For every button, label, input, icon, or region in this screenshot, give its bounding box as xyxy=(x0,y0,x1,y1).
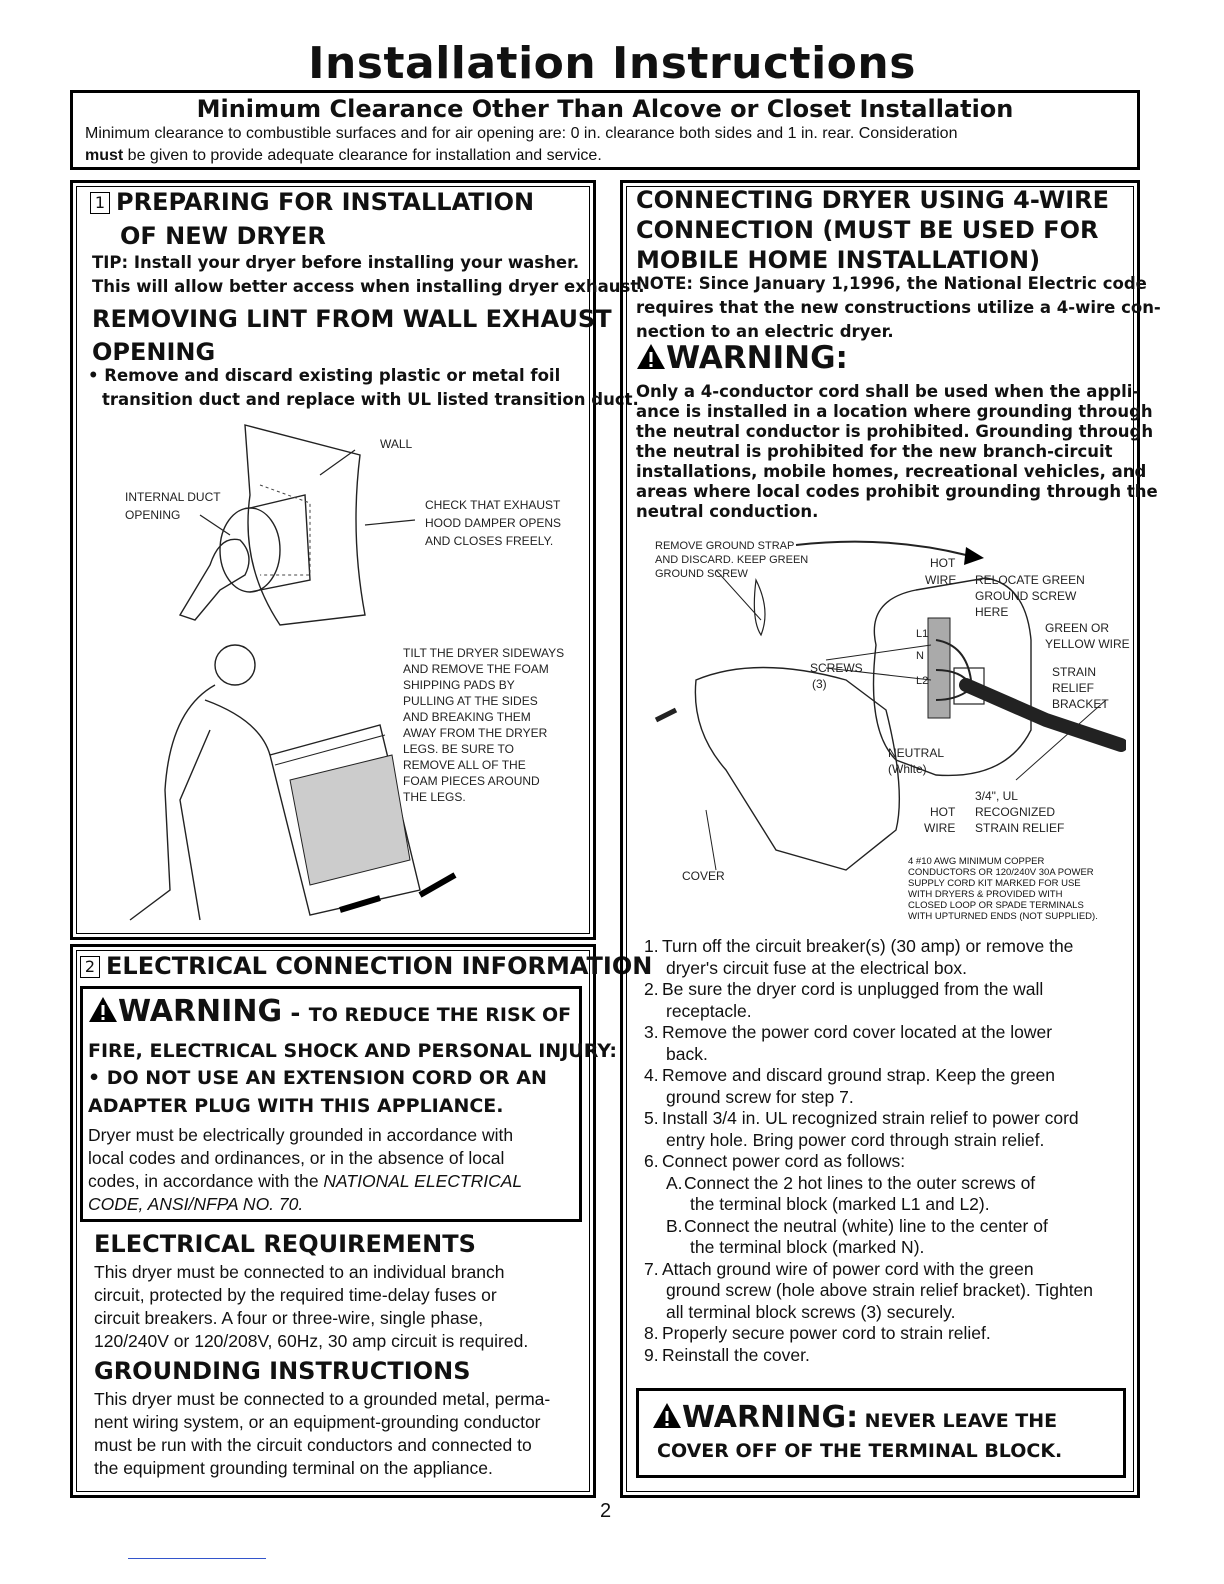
fig3-relocate-3: HERE xyxy=(975,605,1009,619)
section2-warning-body3-text: codes, in accordance with the xyxy=(88,1171,324,1191)
section3-warning-title xyxy=(636,340,848,376)
fig1-wall-label: WALL xyxy=(380,437,413,451)
section2-warning-word: WARNING xyxy=(118,994,283,1029)
final-warning-word: WARNING: xyxy=(682,1400,859,1435)
fig2-line: TILT THE DRYER SIDEWAYS xyxy=(403,646,565,660)
section3-warning-line: the neutral conductor is prohibited. Grounding through xyxy=(636,422,1154,441)
electrical-requirements-text xyxy=(94,1261,528,1353)
step-item xyxy=(644,1065,1124,1087)
section3-warning-line: neutral conduction. xyxy=(636,502,819,521)
terminal-block xyxy=(928,618,950,718)
fig3-hot-wire-2: WIRE xyxy=(925,573,957,587)
page-number: 2 xyxy=(600,1500,612,1522)
fig3-remove-strap-3: GROUND SCREW xyxy=(655,568,748,580)
step-line: Connect power cord as follows: xyxy=(662,1151,906,1171)
cord-note-line: SUPPLY CORD KIT MARKED FOR USE xyxy=(908,878,1081,889)
clearance-box xyxy=(70,90,1140,170)
step-line: Properly secure power cord to strain relief. xyxy=(662,1323,991,1343)
warning-triangle-icon xyxy=(88,995,118,1023)
fig3-remove-strap-1: REMOVE GROUND STRAP xyxy=(655,540,795,552)
clearance-line2-rest: be given to provide adequate clearance for installation and service. xyxy=(123,147,602,164)
fig2-text xyxy=(403,645,564,805)
fig3-remove-strap-2: AND DISCARD. KEEP GREEN xyxy=(655,554,809,566)
step-continuation: ground screw (hole above strain relief bracket). Tighten xyxy=(666,1280,1094,1300)
fig2-line: REMOVE ALL OF THE xyxy=(403,758,526,772)
section3-heading-line2: CONNECTION (MUST BE USED FOR xyxy=(636,216,1099,244)
cord-note-line: CLOSED LOOP OR SPADE TERMINALS xyxy=(908,900,1084,911)
fig3-ul-1: 3/4", UL xyxy=(975,789,1018,803)
fig1-internal-duct-2: OPENING xyxy=(125,508,181,522)
section3-note-line2: requires that the new constructions utilize a 4-wire con- xyxy=(636,298,1161,317)
section3-heading-line1: CONNECTING DRYER USING 4-WIRE xyxy=(636,186,1110,214)
bottom-rule xyxy=(128,1558,266,1559)
fig3-relocate-1: RELOCATE GREEN xyxy=(975,573,1085,587)
substep-item xyxy=(644,1173,1124,1195)
fig3-hot2-2: WIRE xyxy=(924,821,956,835)
ground-line: This dryer must be connected to a grounded metal, perma- xyxy=(94,1389,551,1409)
fig3-cord-note xyxy=(908,856,1098,922)
req-line: This dryer must be connected to an individual branch xyxy=(94,1262,505,1282)
step-continuation: receptacle. xyxy=(666,1000,752,1021)
ground-line: nent wiring system, or an equipment-grounding conductor xyxy=(94,1412,541,1432)
section2-warning-dash: - xyxy=(282,999,309,1027)
section3-warning-word: WARNING: xyxy=(666,340,848,376)
substep-line: Connect the neutral (white) line to the center of xyxy=(684,1215,1048,1236)
fig3-l1: L1 xyxy=(916,628,929,640)
fig3-strain-2: RELIEF xyxy=(1052,681,1095,695)
step-continuation: back. xyxy=(666,1043,708,1064)
section2-heading xyxy=(80,950,652,982)
fig3-screws-2: (3) xyxy=(812,677,827,691)
fig3-neutral-1: NEUTRAL xyxy=(888,746,945,760)
section2-warning-line2: FIRE, ELECTRICAL SHOCK AND PERSONAL INJURY: xyxy=(88,1040,618,1062)
warning-triangle-icon xyxy=(652,1401,682,1429)
fig3-hot2-1: HOT xyxy=(930,805,956,819)
section2-warning-line4: ADAPTER PLUG WITH THIS APPLIANCE. xyxy=(88,1095,504,1117)
step-number: 9. xyxy=(644,1344,659,1365)
section3-warning-line: ance is installed in a location where grounding through xyxy=(636,402,1153,421)
step-number: 3. xyxy=(644,1022,659,1042)
step-item xyxy=(644,1323,1124,1345)
step-number: 1. xyxy=(644,936,659,956)
fig1-check-3: AND CLOSES FREELY. xyxy=(425,534,554,548)
section1-heading-line1: PREPARING FOR INSTALLATION xyxy=(116,188,535,216)
section3-warning-line: areas where local codes prohibit grounding through the xyxy=(636,482,1158,501)
section3-warning-text xyxy=(636,382,1158,522)
fig2-line: FOAM PIECES AROUND xyxy=(403,774,540,788)
substep-continuation: the terminal block (marked N). xyxy=(690,1237,925,1257)
clearance-line2 xyxy=(85,145,1125,167)
step-line: Remove and discard ground strap. Keep the green xyxy=(662,1065,1056,1085)
step-number: 5. xyxy=(644,1108,659,1128)
power-cord xyxy=(966,685,1121,745)
section2-heading-text: ELECTRICAL CONNECTION INFORMATION xyxy=(106,952,653,980)
fig2-line: AND REMOVE THE FOAM xyxy=(403,662,549,676)
fig3-ul-3: STRAIN RELIEF xyxy=(975,821,1065,835)
section2-warning-line3: • DO NOT USE AN EXTENSION CORD OR AN xyxy=(88,1067,547,1089)
final-warning-line2: COVER OFF OF THE TERMINAL BLOCK. xyxy=(657,1440,1063,1462)
section2-warning-body3 xyxy=(88,1170,522,1193)
section2-warning-rest: TO REDUCE THE RISK OF xyxy=(308,1004,572,1026)
hood-hidden xyxy=(260,485,310,575)
lint-heading-line1: REMOVING LINT FROM WALL EXHAUST xyxy=(92,305,612,333)
cord-note-line: WITH DRYERS & PROVIDED WITH xyxy=(908,889,1063,900)
fig3-neutral-2: (White) xyxy=(888,762,927,776)
section3-warning-line: Only a 4-conductor cord shall be used when the appli- xyxy=(636,382,1140,401)
substep-line: Connect the 2 hot lines to the outer screws of xyxy=(684,1172,1036,1193)
section1-tip-line1: TIP: Install your dryer before installing your washer. xyxy=(92,253,580,272)
clearance-must: must xyxy=(85,147,124,164)
section2-warning-body2: local codes and ordinances, or in the absence of local xyxy=(88,1148,505,1168)
step-item xyxy=(644,1259,1124,1281)
final-warning-rest: NEVER LEAVE THE xyxy=(858,1410,1058,1432)
req-line: circuit breakers. A four or three-wire, single phase, xyxy=(94,1308,484,1328)
clearance-line1: Minimum clearance to combustible surfaces and for air opening are: 0 in. clearance both sides and 1 in. rear. Consideration xyxy=(85,125,958,142)
fig3-cover: COVER xyxy=(682,869,725,883)
fig3-n: N xyxy=(916,650,924,662)
section1-number: 1 xyxy=(90,192,110,214)
fig3-l2: L2 xyxy=(916,675,929,687)
step-continuation: entry hole. Bring power cord through strain relief. xyxy=(666,1129,1045,1150)
electrical-requirements-heading: ELECTRICAL REQUIREMENTS xyxy=(94,1230,476,1258)
final-warning-title xyxy=(652,1400,1057,1435)
step-line: Turn off the circuit breaker(s) (30 amp) or remove the xyxy=(662,936,1074,956)
fig3-strain-1: STRAIN xyxy=(1052,665,1097,679)
req-line: 120/240V or 120/208V, 60Hz, 30 amp circuit is required. xyxy=(94,1331,529,1351)
grounding-text xyxy=(94,1388,550,1480)
section3-warning-line: installations, mobile homes, recreational vehicles, and xyxy=(636,462,1147,481)
ground-strap xyxy=(754,580,765,635)
lint-bullet-line1: • Remove and discard existing plastic or metal foil xyxy=(88,366,561,385)
step-item xyxy=(644,1151,1124,1173)
fig2-line: THE LEGS. xyxy=(403,790,466,804)
fig2-line: AND BREAKING THEM xyxy=(403,710,531,724)
section2-warning-body4: CODE, ANSI/NFPA NO. 70. xyxy=(88,1194,304,1214)
substep-continuation: the terminal block (marked L1 and L2). xyxy=(690,1194,990,1214)
step-item xyxy=(644,979,1124,1001)
section1-heading xyxy=(90,186,534,218)
step-number: 6. xyxy=(644,1151,659,1171)
fig1-check-2: HOOD DAMPER OPENS xyxy=(425,516,562,530)
section2-number: 2 xyxy=(80,956,100,978)
fig2-line: LEGS. BE SURE TO xyxy=(403,742,514,756)
warning-triangle-icon xyxy=(636,342,666,370)
section3-note-line3: nection to an electric dryer. xyxy=(636,322,894,341)
substep-letter: B. xyxy=(666,1215,683,1236)
step-number: 2. xyxy=(644,979,659,999)
section3-note-line1: NOTE: Since January 1,1996, the National Electric code xyxy=(636,274,1147,293)
section1-tip-line2: This will allow better access when installing dryer exhaust. xyxy=(92,277,645,296)
substep-letter: A. xyxy=(666,1172,683,1193)
step-line: Install 3/4 in. UL recognized strain relief to power cord xyxy=(662,1108,1079,1128)
clearance-heading: Minimum Clearance Other Than Alcove or Closet Installation xyxy=(196,95,1014,123)
cord-note-line: CONDUCTORS OR 120/240V 30A POWER xyxy=(908,867,1094,878)
fig3-strain-3: BRACKET xyxy=(1052,697,1109,711)
cord-note-line: WITH UPTURNED ENDS (NOT SUPPLIED). xyxy=(908,911,1098,922)
step-item xyxy=(644,1108,1124,1130)
install-steps xyxy=(644,936,1124,1366)
cover-plate xyxy=(695,668,899,871)
fig3-hot-wire-1: HOT xyxy=(930,556,956,570)
lint-heading-line2: OPENING xyxy=(92,338,216,366)
step-number: 4. xyxy=(644,1065,659,1085)
relocate-arrow xyxy=(796,542,966,555)
fig3-relocate-2: GROUND SCREW xyxy=(975,589,1077,603)
lint-bullet-line2: transition duct and replace with UL listed transition duct. xyxy=(102,390,639,409)
page-title: Installation Instructions xyxy=(308,38,916,89)
section2-warning-body1: Dryer must be electrically grounded in accordance with xyxy=(88,1125,514,1145)
fig2-line: SHIPPING PADS BY xyxy=(403,678,515,692)
fig1-check-1: CHECK THAT EXHAUST xyxy=(425,498,561,512)
fig3-green-2: YELLOW WIRE xyxy=(1045,637,1130,651)
cord-note-line: 4 #10 AWG MINIMUM COPPER xyxy=(908,856,1045,867)
step-item xyxy=(644,1345,1124,1367)
substep-item xyxy=(644,1216,1124,1238)
step-line: Be sure the dryer cord is unplugged from the wall xyxy=(662,979,1044,999)
glove-hand xyxy=(180,539,249,620)
step-line: Reinstall the cover. xyxy=(662,1344,810,1365)
ground-line: must be run with the circuit conductors and connected to xyxy=(94,1435,532,1455)
section2-warning-body3-italic: NATIONAL ELECTRICAL xyxy=(323,1171,523,1191)
fig3-screws-1: SCREWS xyxy=(810,661,863,675)
section3-warning-line: the neutral is prohibited for the new branch-circuit xyxy=(636,442,1113,461)
fig1-internal-duct-1: INTERNAL DUCT xyxy=(125,490,221,504)
section2-warning-title xyxy=(88,994,571,1029)
step-number: 7. xyxy=(644,1258,659,1279)
person-head xyxy=(215,645,255,685)
req-line: circuit, protected by the required time-delay fuses or xyxy=(94,1285,497,1305)
fig3-ul-2: RECOGNIZED xyxy=(975,805,1056,819)
step-continuation: all terminal block screws (3) securely. xyxy=(666,1301,956,1322)
step-continuation: ground screw for step 7. xyxy=(666,1086,854,1107)
fig2-line: PULLING AT THE SIDES xyxy=(403,694,538,708)
dryer-side-shading xyxy=(290,755,410,885)
section3-heading-line3: MOBILE HOME INSTALLATION) xyxy=(636,246,1041,274)
section1-heading-line2: OF NEW DRYER xyxy=(120,222,326,250)
fig2-line: AWAY FROM THE DRYER xyxy=(403,726,548,740)
grounding-heading: GROUNDING INSTRUCTIONS xyxy=(94,1357,471,1385)
step-item xyxy=(644,936,1124,958)
step-line: Attach ground wire of power cord with the green xyxy=(662,1258,1034,1279)
ground-line: the equipment grounding terminal on the appliance. xyxy=(94,1458,493,1478)
step-number: 8. xyxy=(644,1323,659,1343)
step-line: Remove the power cord cover located at the lower xyxy=(662,1022,1053,1042)
fig3-green-1: GREEN OR xyxy=(1045,621,1110,635)
step-continuation: dryer's circuit fuse at the electrical box. xyxy=(666,957,967,978)
step-item xyxy=(644,1022,1124,1044)
person-body xyxy=(130,685,270,920)
